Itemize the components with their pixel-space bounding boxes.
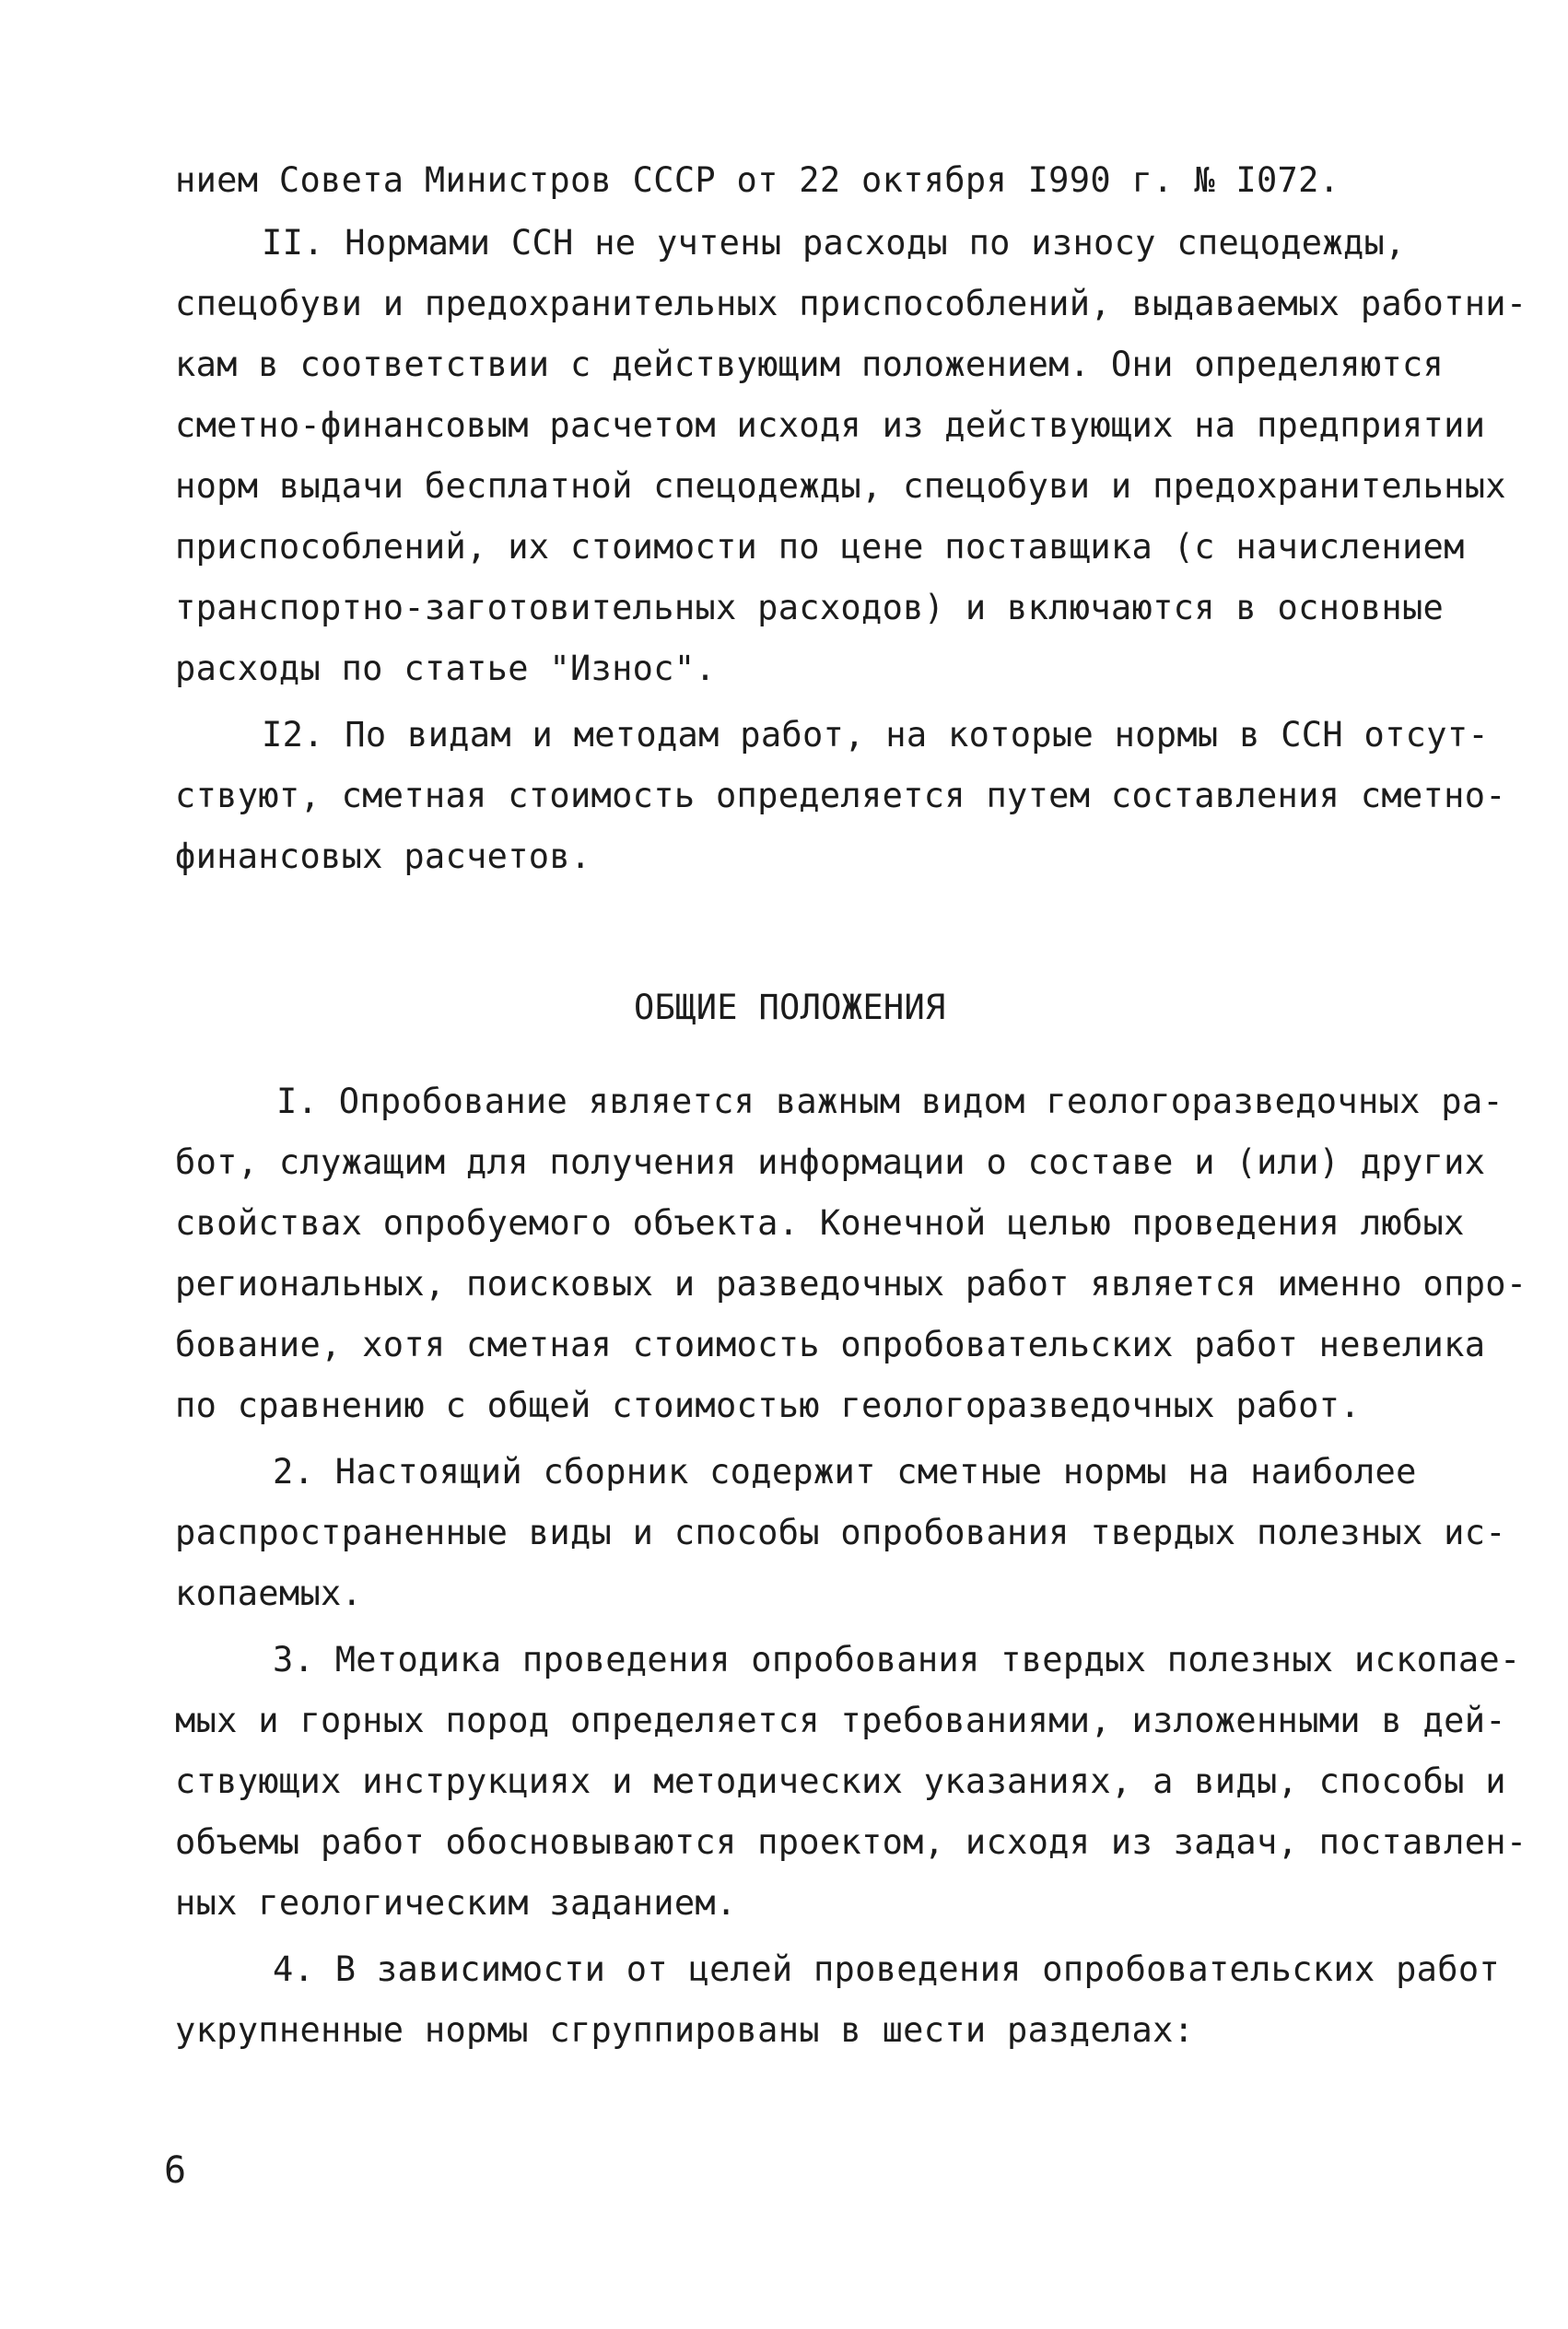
text-line: 2. Настоящий сборник содержит сметные нормы на наиболее	[273, 1452, 1417, 1492]
text-line: укрупненные нормы сгруппированы в шести разделах:	[175, 2010, 1195, 2050]
text-line: приспособлений, их стоимости по цене поставщика (с начислением	[175, 527, 1465, 567]
text-line: бование, хотя сметная стоимость опробовательских работ невелика	[175, 1325, 1486, 1364]
text-line: кам в соответствии с действующим положением. Они определяются	[175, 345, 1445, 384]
text-line: нием Совета Министров СССР от 22 октября I990 г. № I072.	[175, 160, 1340, 200]
text-line: I2. По видам и методам работ, на которые нормы в ССН отсут-	[262, 715, 1489, 755]
text-line: распространенные виды и способы опробования твердых полезных ис-	[175, 1513, 1506, 1552]
text-line: сметно-финансовым расчетом исходя из действующих на предприятии	[175, 405, 1486, 445]
text-line: II. Нормами ССН не учтены расходы по износу спецодежды,	[262, 223, 1406, 263]
section-heading: ОБЩИЕ ПОЛОЖЕНИЯ	[634, 988, 946, 1027]
text-line: бот, служащим для получения информации о составе и (или) других	[175, 1142, 1486, 1182]
text-line: копаемых.	[175, 1574, 363, 1613]
text-line: свойствах опробуемого объекта. Конечной целью проведения любых	[175, 1203, 1465, 1243]
text-line: норм выдачи бесплатной спецодежды, спецобуви и предохранительных	[175, 466, 1506, 506]
text-line: ствуют, сметная стоимость определяется путем составления сметно-	[175, 776, 1506, 815]
text-line: по сравнению с общей стоимостью геологоразведочных работ.	[175, 1386, 1361, 1425]
text-line: спецобуви и предохранительных приспособлений, выдаваемых работни-	[175, 284, 1527, 323]
text-line: расходы по статье "Износ".	[175, 649, 716, 688]
text-line: мых и горных пород определяется требованиями, изложенными в дей-	[175, 1701, 1506, 1740]
text-line: 3. Методика проведения опробования твердых полезных ископае-	[273, 1640, 1521, 1679]
text-line: 4. В зависимости от целей проведения опробовательских работ	[273, 1949, 1500, 1989]
text-line: финансовых расчетов.	[175, 837, 591, 876]
text-line: ных геологическим заданием.	[175, 1883, 737, 1923]
page-number: 6	[164, 2149, 187, 2192]
text-line: объемы работ обосновываются проектом, исходя из задач, поставлен-	[175, 1822, 1527, 1862]
text-line: транспортно-заготовительных расходов) и включаются в основные	[175, 588, 1445, 627]
text-line: региональных, поисковых и разведочных работ является именно опро-	[175, 1264, 1527, 1304]
text-line: ствующих инструкциях и методических указаниях, а виды, способы и	[175, 1761, 1506, 1801]
text-line: I. Опробование является важным видом геологоразведочных ра-	[276, 1082, 1504, 1121]
